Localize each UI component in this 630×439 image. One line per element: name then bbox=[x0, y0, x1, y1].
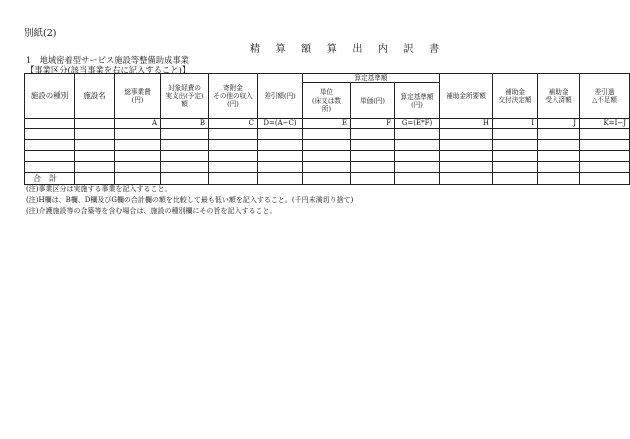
header-received: 補助金 受入済額 bbox=[538, 74, 580, 119]
note-1: (注)事業区分は実施する事業を記入すること。 bbox=[26, 185, 172, 193]
letter-cell: K=I−J bbox=[580, 119, 630, 129]
letter-cell: H bbox=[440, 119, 493, 129]
header-difference: 差引額(円) bbox=[258, 74, 303, 119]
letter-cell: E bbox=[303, 119, 351, 129]
letter-cell: C bbox=[209, 119, 258, 129]
header-unit-price: 単価(円) bbox=[351, 83, 395, 119]
document-title: 精 算 額 算 出 内 訳 書 bbox=[250, 44, 446, 55]
letter-cell: G=(E*F) bbox=[395, 119, 440, 129]
section-heading: 1 地域密着型サービス施設等整備助成事業 bbox=[26, 55, 189, 65]
note-2: (注)H欄は、B欄、D欄及びG欄の合計欄の額を比較して最も低い額を記入すること。(千円未満切り捨て) bbox=[26, 196, 354, 204]
letter-cell bbox=[75, 119, 115, 129]
letter-cell: D=(A−C) bbox=[258, 119, 303, 129]
header-grant-decision: 補助金 交付決定額 bbox=[493, 74, 538, 119]
letter-cell: J bbox=[538, 119, 580, 129]
letter-cell: A bbox=[115, 119, 161, 129]
table-row bbox=[25, 129, 630, 140]
table-row bbox=[25, 140, 630, 151]
table-row bbox=[25, 151, 630, 162]
category-note: 【事業区分(該当事業を右に記入すること)】 bbox=[26, 65, 191, 75]
total-label: 合 計 bbox=[25, 173, 75, 185]
header-eligible-cost: 対象経費の 実支出(予定) 額 bbox=[161, 74, 209, 119]
letter-cell: F bbox=[351, 119, 395, 129]
letter-cell bbox=[25, 119, 75, 129]
header-facility-type: 施設の種別 bbox=[25, 74, 75, 119]
header-required-subsidy: 補助金所要額 bbox=[440, 74, 493, 119]
total-row bbox=[25, 173, 630, 185]
header-standard-amount: 算定基準額 (円) bbox=[395, 83, 440, 119]
header-balance: 差引過 △不足額 bbox=[580, 74, 630, 119]
header-facility-name: 施設名 bbox=[75, 74, 115, 119]
header-donations: 寄附金 その他の収入 (円) bbox=[209, 74, 258, 119]
calculation-table bbox=[24, 73, 630, 185]
header-standard-group: 算定基準額 bbox=[303, 74, 440, 83]
header-unit: 単位 (床又は数 所) bbox=[303, 83, 351, 119]
letter-cell: I bbox=[493, 119, 538, 129]
document-label: 別紙(2) bbox=[24, 28, 57, 39]
table-row bbox=[25, 162, 630, 173]
letter-cell: B bbox=[161, 119, 209, 129]
header-total-cost: 総事業費 (円) bbox=[115, 74, 161, 119]
letter-row bbox=[25, 119, 630, 129]
note-3: (注)介護施設等の合築等を含む場合は、施設の種別欄にその旨を記入すること。 bbox=[26, 207, 277, 215]
